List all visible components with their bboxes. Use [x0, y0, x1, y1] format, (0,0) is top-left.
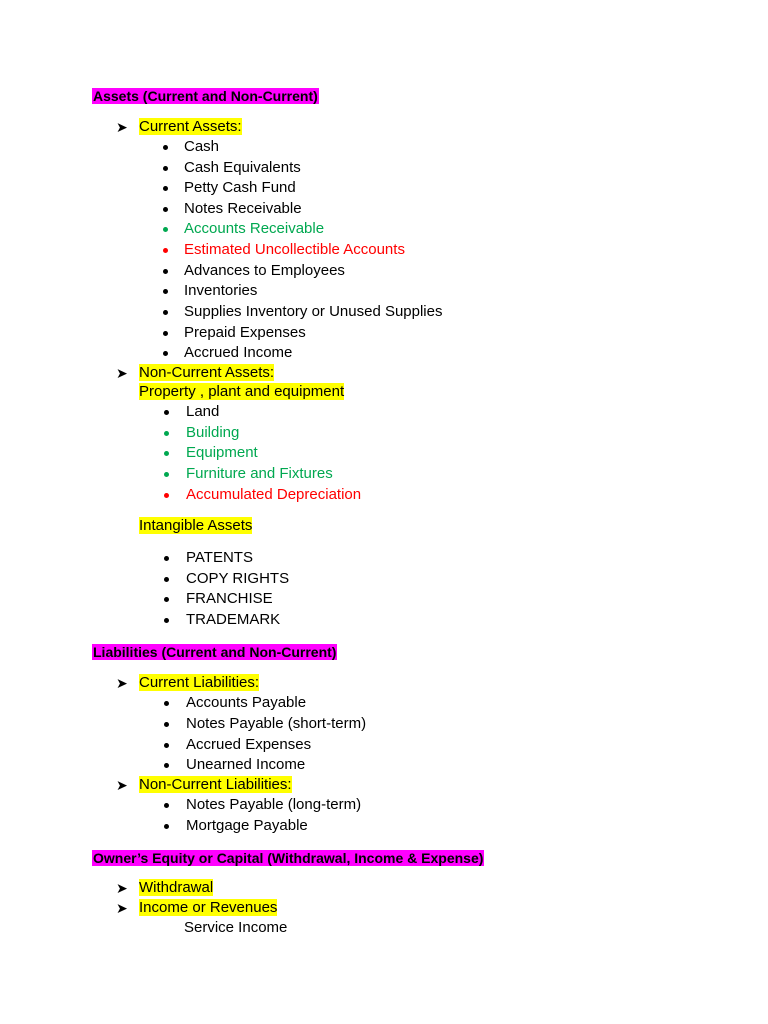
bullet-dot-icon [163, 186, 168, 191]
ppe-label [139, 383, 344, 401]
intangible-label [139, 517, 252, 535]
list-item: Accrued Income [184, 344, 293, 361]
assets-heading-text: Assets (Current and Non-Current) [93, 88, 318, 104]
current-assets-label-text: Current Assets: [139, 118, 242, 135]
withdrawal-label [139, 879, 213, 897]
bullet-dot-icon [164, 577, 169, 582]
current-assets-label [139, 118, 242, 136]
list-item: Service Income [184, 919, 288, 936]
bullet-dot-icon [164, 597, 169, 602]
arrowhead-icon: ➤ [116, 880, 128, 896]
liabilities-heading-text: Liabilities (Current and Non-Current) [93, 644, 337, 660]
list-item: Cash Equivalents [184, 159, 301, 176]
arrowhead-icon: ➤ [116, 777, 128, 793]
bullet-dot-icon [164, 722, 169, 727]
bullet-dot-icon [163, 331, 168, 336]
list-item: Prepaid Expenses [184, 324, 306, 341]
list-item: Unearned Income [186, 756, 306, 773]
arrowhead-icon: ➤ [116, 900, 128, 916]
list-item: Land [186, 403, 220, 420]
bullet-dot-icon [163, 351, 168, 356]
list-item: Accounts Payable [186, 694, 307, 711]
list-item: FRANCHISE [186, 590, 273, 607]
list-item: Accounts Receivable [184, 220, 325, 237]
list-item: Advances to Employees [184, 262, 345, 279]
bullet-dot-icon [164, 556, 169, 561]
noncurrent-assets-label-text: Non-Current Assets: [139, 364, 275, 381]
ppe-label-text: Property , plant and equipment [139, 383, 345, 400]
list-item: Mortgage Payable [186, 817, 308, 834]
bullet-dot-icon [163, 289, 168, 294]
noncurrent-liabilities-label-text: Non-Current Liabilities: [139, 776, 292, 793]
noncurrent-assets-label [139, 364, 274, 382]
list-item: Notes Payable (short-term) [186, 715, 367, 732]
withdrawal-label-text: Withdrawal [139, 879, 214, 896]
arrowhead-icon: ➤ [116, 675, 128, 691]
noncurrent-liabilities-label [139, 776, 292, 794]
list-item: Petty Cash Fund [184, 179, 296, 196]
bullet-dot-icon [164, 451, 169, 456]
list-item: Accrued Expenses [186, 736, 312, 753]
bullet-dot-icon [164, 493, 169, 498]
list-item: Accumulated Depreciation [186, 486, 362, 503]
income-label [139, 899, 277, 917]
intangible-label-text: Intangible Assets [139, 517, 253, 534]
bullet-dot-icon [164, 803, 169, 808]
bullet-dot-icon [164, 701, 169, 706]
bullet-dot-icon [164, 618, 169, 623]
bullet-dot-icon [163, 166, 168, 171]
bullet-dot-icon [164, 743, 169, 748]
liabilities-heading [92, 643, 337, 662]
current-liabilities-label [139, 674, 259, 692]
bullet-dot-icon [163, 145, 168, 150]
bullet-dot-icon [164, 410, 169, 415]
bullet-dot-icon [164, 763, 169, 768]
list-item: Building [186, 424, 240, 441]
bullet-dot-icon [163, 227, 168, 232]
list-item: TRADEMARK [186, 611, 281, 628]
current-liabilities-label-text: Current Liabilities: [139, 674, 260, 691]
arrowhead-icon: ➤ [116, 119, 128, 135]
bullet-dot-icon [164, 472, 169, 477]
list-item: Cash [184, 138, 220, 155]
bullet-dot-icon [164, 824, 169, 829]
bullet-dot-icon [163, 248, 168, 253]
equity-heading-text: Owner’s Equity or Capital (Withdrawal, Income & Expense) [93, 850, 484, 866]
list-item: COPY RIGHTS [186, 570, 290, 587]
bullet-dot-icon [163, 310, 168, 315]
list-item: Estimated Uncollectible Accounts [184, 241, 405, 258]
list-item: Furniture and Fixtures [186, 465, 333, 482]
equity-heading [92, 849, 484, 868]
list-item: Inventories [184, 282, 258, 299]
arrowhead-icon: ➤ [116, 365, 128, 381]
bullet-dot-icon [163, 207, 168, 212]
list-item: PATENTS [186, 549, 253, 566]
bullet-dot-icon [164, 431, 169, 436]
list-item: Supplies Inventory or Unused Supplies [184, 303, 443, 320]
list-item: Notes Receivable [184, 200, 302, 217]
income-label-text: Income or Revenues [139, 899, 278, 916]
list-item: Notes Payable (long-term) [186, 796, 362, 813]
assets-heading [92, 87, 319, 106]
bullet-dot-icon [163, 269, 168, 274]
list-item: Equipment [186, 444, 258, 461]
